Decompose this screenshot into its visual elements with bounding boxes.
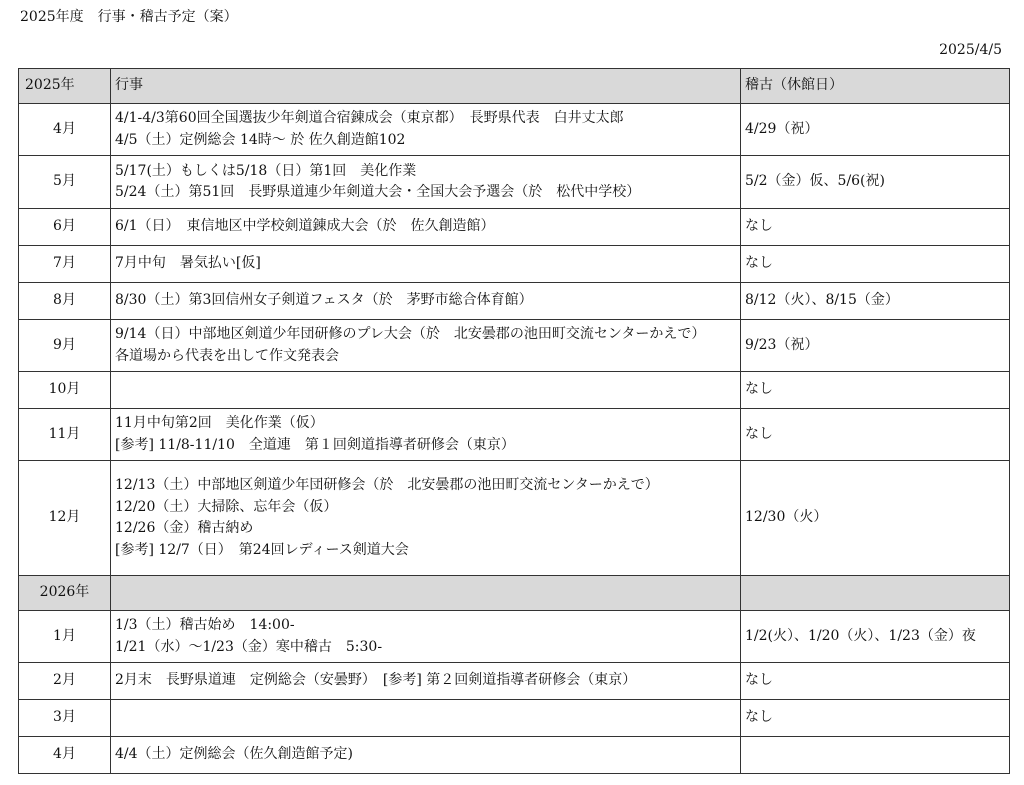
events-cell [111,737,741,774]
events-cell [111,409,741,461]
table-row [19,611,1010,663]
year-2026-row [19,576,1010,611]
practice-cell [741,737,1010,774]
month-cell: 8月 [19,283,111,320]
events-cell [111,246,741,283]
rows-2026 [19,611,1010,774]
events-cell [111,461,741,576]
practice-cell: なし [741,409,1010,461]
event-line: 各道場から代表を出して作文発表会 [115,347,339,364]
month-cell: 1月 [19,611,111,663]
practice-cell: 4/29（祝） [741,104,1010,156]
practice-cell: なし [741,663,1010,700]
event-line: 1/3（土）稽古始め 14:00- [115,617,295,633]
event-line: 4/1-4/3第60回全国選抜少年剣道合宿錬成会（東京都） 長野県代表 白井丈太郎 [115,110,624,126]
event-line: 4/4（土）定例総会（佐久創造館予定) [115,746,353,763]
month-cell: 11月 [19,409,111,461]
month-cell: 6月 [19,209,111,246]
table-row [19,737,1010,774]
events-cell [111,320,741,372]
month-cell: 5月 [19,156,111,209]
event-line: [参考] 11/8-11/10 全道連 第１回剣道指導者研修会（東京） [115,436,515,453]
table-row [19,104,1010,156]
event-line: 8/30（土）第3回信州女子剣道フェスタ（於 茅野市総合体育館） [115,292,533,309]
event-line: [参考] 12/7（日） 第24回レディース剣道大会 [115,541,409,558]
events-cell [111,663,741,700]
month-cell: 7月 [19,246,111,283]
rows-2025 [19,104,1010,576]
table-row [19,700,1010,737]
month-cell: 3月 [19,700,111,737]
event-line: 2月末 長野県道連 定例総会（安曇野） [参考] 第２回剣道指導者研修会（東京） [115,672,637,689]
year-2026-label: 2026年 [19,576,111,611]
practice-cell: 5/2（金）仮、5/6(祝) [741,156,1010,209]
year-2026-section [19,576,1010,611]
month-cell: 9月 [19,320,111,372]
month-cell: 4月 [19,104,111,156]
table-row [19,461,1010,576]
year-2026-practice-blank [741,576,1010,611]
practice-cell: なし [741,209,1010,246]
table-row [19,283,1010,320]
event-line: 9/14（日）中部地区剣道少年団研修のプレ大会（於 北安曇郡の池田町交流センターかえで） [115,326,706,342]
events-cell [111,104,741,156]
document-title: 2025年度 行事・稽古予定（案） [20,9,238,25]
table-row [19,156,1010,209]
practice-column-header: 稽古（休館日） [741,69,1010,104]
event-line: 1/21（水）～1/23（金）寒中稽古 5:30- [115,638,383,655]
month-cell: 4月 [19,737,111,774]
events-cell [111,283,741,320]
events-cell [111,700,741,737]
practice-cell: 8/12（火）、8/15（金） [741,283,1010,320]
month-cell: 2月 [19,663,111,700]
practice-cell: なし [741,246,1010,283]
practice-cell: 1/2(火）、1/20（火）、1/23（金）夜 [741,611,1010,663]
event-line: 5/24（土）第51回 長野県道連少年剣道大会・全国大会予選会（於 松代中学校） [115,184,641,200]
event-line: 12/20（土）大掃除、忘年会（仮） [115,498,338,515]
table-row [19,246,1010,283]
table-row [19,409,1010,461]
table-row [19,663,1010,700]
event-line: 11月中旬第2回 美化作業（仮） [115,415,324,431]
events-column-header: 行事 [111,69,741,104]
practice-cell: なし [741,700,1010,737]
event-line: 12/13（土）中部地区剣道少年団研修会（於 北安曇郡の池田町交流センターかえで） [115,477,659,493]
events-cell [111,209,741,246]
event-line: 5/17(土）もしくは5/18（日）第1回 美化作業 [115,162,417,179]
practice-cell: 12/30（火） [741,461,1010,576]
header-row [19,69,1010,104]
schedule-table [18,68,1010,774]
year-column-header: 2025年 [19,69,111,104]
event-line: 4/5（土）定例総会 14時～ 於 佐久創造館102 [115,131,406,148]
practice-cell: なし [741,372,1010,409]
table-row [19,372,1010,409]
events-cell [111,611,741,663]
practice-cell: 9/23（祝） [741,320,1010,372]
document-date: 2025/4/5 [939,42,1002,58]
month-cell: 10月 [19,372,111,409]
month-cell: 12月 [19,461,111,576]
year-2026-events-blank [111,576,741,611]
table-row [19,320,1010,372]
events-cell [111,156,741,209]
table-row [19,209,1010,246]
event-line: 6/1（日） 東信地区中学校剣道錬成大会（於 佐久創造館） [115,218,495,235]
events-cell [111,372,741,409]
event-line: 12/26（金）稽古納め [115,520,254,536]
event-line: 7月中旬 暑気払い[仮] [115,255,261,272]
